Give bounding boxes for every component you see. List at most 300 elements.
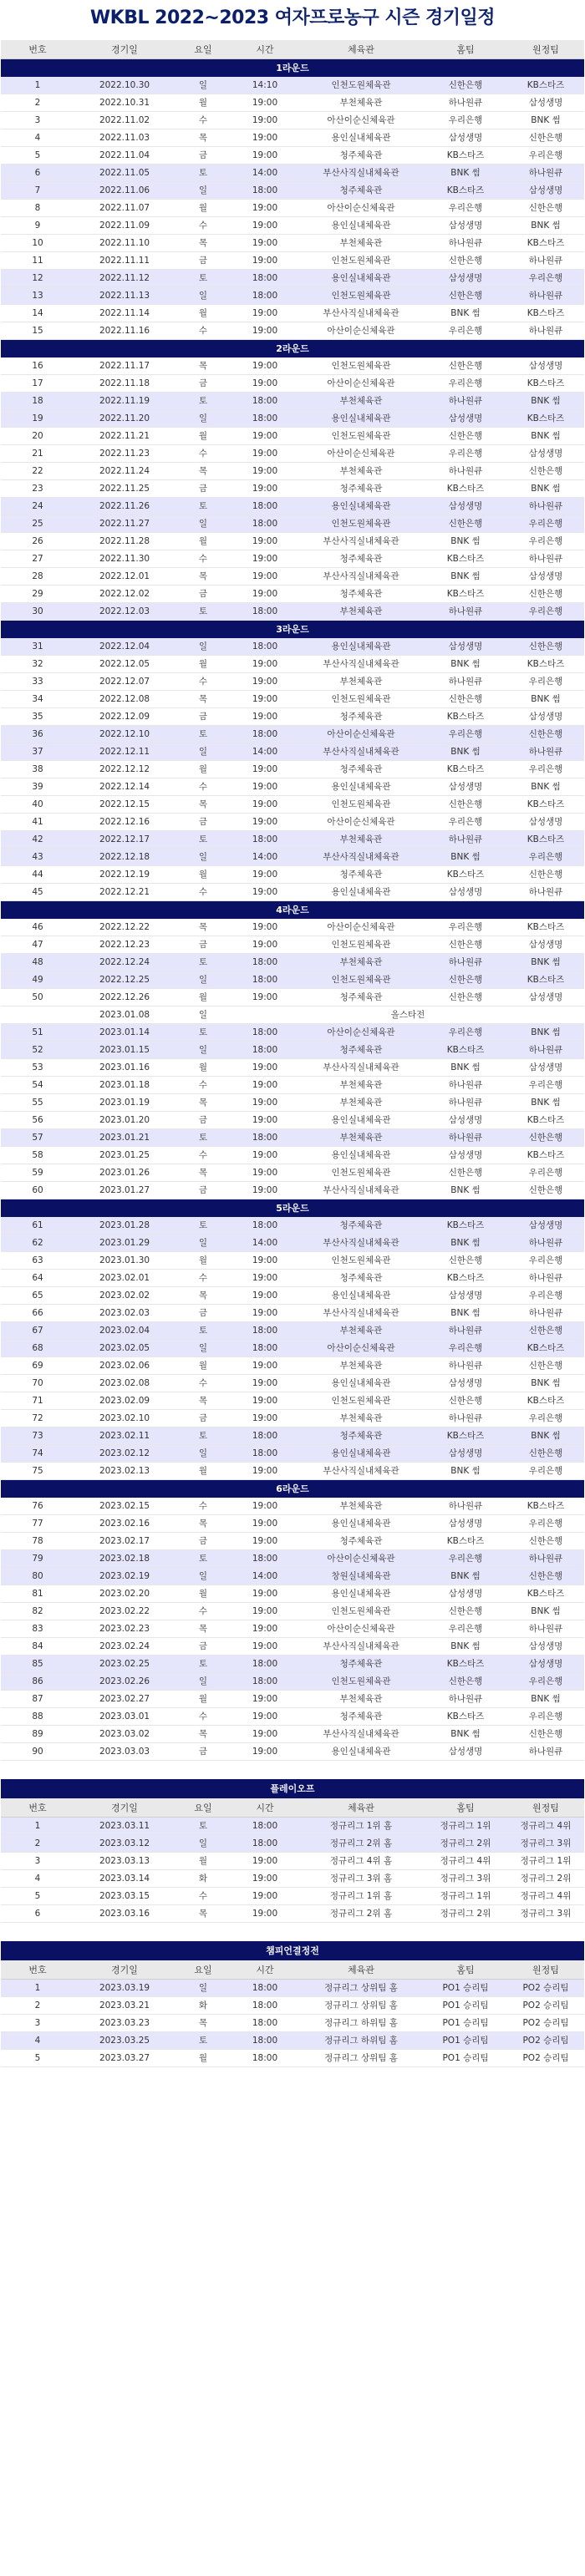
game-date: 2022.11.05 (99, 168, 150, 178)
table-row (1, 463, 584, 480)
game-date: 2023.02.11 (99, 1431, 150, 1441)
header-time: 시간 (256, 1803, 274, 1813)
game-number: 65 (32, 1291, 43, 1301)
away-team: BNK 썸 (531, 694, 561, 704)
table-row (1, 445, 584, 463)
game-date: 2023.01.26 (99, 1168, 150, 1178)
game-date: 2022.11.18 (99, 378, 150, 388)
game-venue: 아산이순신체육관 (327, 817, 395, 827)
table-row (1, 550, 584, 568)
game-time: 19:00 (252, 1150, 278, 1160)
table-row (1, 1888, 584, 1905)
home-team: 신한은행 (448, 694, 483, 704)
game-venue: 청주체육관 (339, 1273, 383, 1283)
game-date: 2023.01.18 (99, 1080, 150, 1090)
game-time: 19:00 (252, 466, 278, 476)
game-day: 화 (198, 2000, 208, 2011)
home-team: 우리은행 (448, 449, 483, 459)
game-venue: 정규리그 하위팀 홈 (324, 2018, 398, 2028)
game-venue: 용인실내체육관 (331, 782, 391, 792)
table-row (1, 831, 584, 849)
game-date: 2022.12.26 (99, 992, 150, 1002)
home-team: KB스타즈 (446, 1711, 485, 1722)
game-date: 2022.12.19 (99, 870, 150, 880)
away-team: 신한은행 (528, 203, 563, 213)
game-date: 2023.01.14 (99, 1027, 150, 1037)
away-team: PO2 승리팀 (522, 2053, 569, 2063)
game-number: 78 (32, 1536, 43, 1546)
table-row (1, 147, 584, 165)
home-team: KB스타즈 (446, 554, 485, 564)
away-team: BNK 썸 (531, 396, 561, 406)
game-date: 2023.03.25 (99, 2036, 150, 2046)
game-number: 76 (32, 1501, 43, 1511)
away-team: 우리은행 (528, 764, 563, 774)
table-row (1, 1305, 584, 1322)
game-number: 85 (32, 1659, 43, 1669)
game-time: 19:00 (252, 1641, 278, 1651)
game-venue: 부천체육관 (339, 1413, 383, 1423)
game-venue: 청주체육관 (339, 1536, 383, 1546)
home-team: 정규리그 4위 (440, 1856, 491, 1866)
table-row (1, 77, 584, 94)
game-time: 19:00 (252, 1711, 278, 1722)
home-team: BNK 썸 (450, 168, 481, 178)
table-row (1, 2050, 584, 2067)
game-number: 32 (32, 659, 43, 669)
home-team: 우리은행 (448, 378, 483, 388)
away-team: 우리은행 (528, 1413, 563, 1423)
table-header (1, 40, 584, 59)
game-venue: 부산사직실내체육관 (323, 1308, 399, 1318)
away-team: KB스타즈 (526, 922, 565, 932)
game-day: 토 (198, 273, 208, 283)
game-date: 2022.11.02 (99, 115, 150, 125)
away-team: 삼성생명 (528, 571, 563, 581)
game-time: 19:00 (252, 431, 278, 441)
home-team: 하나원큐 (448, 834, 483, 844)
game-date: 2022.12.11 (99, 747, 150, 757)
home-team: BNK 썸 (450, 1238, 481, 1248)
game-time: 19:00 (252, 1856, 278, 1866)
game-venue: 부산사직실내체육관 (323, 747, 399, 757)
game-day: 월 (198, 870, 208, 880)
game-time: 18:00 (252, 291, 278, 301)
game-number: 22 (32, 466, 43, 476)
home-team: BNK 썸 (450, 536, 481, 546)
game-date: 2023.02.18 (99, 1554, 150, 1564)
game-day: 목 (198, 466, 208, 476)
game-time: 19:00 (252, 1501, 278, 1511)
away-team: 우리은행 (528, 606, 563, 616)
game-date: 2022.12.04 (99, 641, 150, 652)
away-team: KB스타즈 (526, 1501, 565, 1511)
away-team: KB스타즈 (526, 378, 565, 388)
game-time: 19:00 (252, 1466, 278, 1476)
game-number: 75 (32, 1466, 43, 1476)
game-number: 71 (32, 1396, 43, 1406)
game-time: 19:00 (252, 1536, 278, 1546)
championship-table (1, 1941, 584, 2067)
round-header: 2라운드 (1, 340, 584, 357)
away-team: 삼성생명 (528, 185, 563, 195)
home-team: KB스타즈 (446, 1273, 485, 1283)
table-row (1, 2015, 584, 2032)
away-team: 우리은행 (528, 1291, 563, 1301)
away-team: KB스타즈 (526, 834, 565, 844)
home-team: 신한은행 (448, 992, 483, 1002)
table-row (1, 1673, 584, 1691)
game-time: 18:00 (252, 1045, 278, 1055)
away-team: PO2 승리팀 (522, 2018, 569, 2028)
game-venue: 용인실내체육관 (331, 1150, 391, 1160)
away-team: 하나원큐 (528, 747, 563, 757)
away-team: 우리은행 (528, 1080, 563, 1090)
table-row (1, 919, 584, 936)
game-date: 2023.02.20 (99, 1589, 150, 1599)
game-date: 2022.11.17 (99, 361, 150, 371)
game-date: 2023.02.16 (99, 1519, 150, 1529)
game-venue: 부산사직실내체육관 (323, 1641, 399, 1651)
game-day: 월 (198, 1255, 208, 1265)
game-time: 19:00 (252, 870, 278, 880)
game-number: 54 (32, 1080, 43, 1090)
game-number: 45 (32, 887, 43, 897)
game-day: 일 (198, 413, 208, 423)
table-row (1, 94, 584, 112)
game-day: 토 (198, 1431, 208, 1441)
game-day: 일 (198, 1571, 208, 1581)
table-row (1, 480, 584, 498)
game-time: 19:00 (252, 677, 278, 687)
game-day: 목 (198, 694, 208, 704)
table-row (1, 954, 584, 971)
game-date: 2023.02.17 (99, 1536, 150, 1546)
game-day: 수 (198, 1150, 208, 1160)
table-row (1, 1375, 584, 1392)
game-time: 19:00 (252, 308, 278, 318)
game-time: 19:00 (252, 992, 278, 1002)
header-time: 시간 (256, 44, 274, 55)
home-team: 삼성생명 (448, 133, 483, 143)
table-row (1, 1870, 584, 1888)
game-time: 19:00 (252, 361, 278, 371)
header-venue: 체육관 (348, 44, 374, 55)
game-day: 일 (198, 1838, 208, 1848)
home-team: KB스타즈 (446, 150, 485, 160)
away-team: 삼성생명 (528, 1641, 563, 1651)
game-venue: 인천도원체육관 (331, 694, 391, 704)
away-team: BNK 썸 (531, 957, 561, 967)
away-team: 하나원큐 (528, 1273, 563, 1283)
home-team: KB스타즈 (446, 185, 485, 195)
away-team: 우리은행 (528, 1676, 563, 1686)
game-time: 18:00 (252, 1326, 278, 1336)
table-row (1, 1112, 584, 1129)
away-team: PO2 승리팀 (522, 2000, 569, 2011)
away-team: 하나원큐 (528, 1624, 563, 1634)
home-team: 삼성생명 (448, 782, 483, 792)
game-number: 52 (32, 1045, 43, 1055)
game-venue: 부산사직실내체육관 (323, 1466, 399, 1476)
home-team: 삼성생명 (448, 1747, 483, 1757)
away-team: BNK 썸 (531, 431, 561, 441)
game-venue: 아산이순신체육관 (327, 1343, 395, 1353)
table-row (1, 1638, 584, 1656)
game-venue: 용인실내체육관 (331, 221, 391, 231)
away-team: KB스타즈 (526, 1150, 565, 1160)
game-number: 26 (32, 536, 43, 546)
home-team: BNK 썸 (450, 1466, 481, 1476)
game-date: 2022.11.20 (99, 413, 150, 423)
game-number: 83 (32, 1624, 43, 1634)
table-row (1, 1252, 584, 1270)
home-team: 하나원큐 (448, 238, 483, 248)
away-team: 하나원큐 (528, 326, 563, 336)
game-number: 60 (32, 1185, 43, 1195)
game-number: 87 (32, 1694, 43, 1704)
championship-title: 챔피언결정전 (1, 1941, 584, 1960)
game-venue: 인천도원체육관 (331, 361, 391, 371)
game-date: 2022.12.25 (99, 975, 150, 985)
game-time: 19:00 (252, 221, 278, 231)
game-number: 13 (32, 291, 43, 301)
game-time: 19:00 (252, 1185, 278, 1195)
game-date: 2022.10.30 (99, 80, 150, 90)
game-number: 11 (32, 256, 43, 266)
game-number: 38 (32, 764, 43, 774)
away-team: BNK 썸 (531, 1098, 561, 1108)
home-team: 삼성생명 (448, 1448, 483, 1458)
away-team: PO2 승리팀 (522, 2036, 569, 2046)
away-team: 삼성생명 (528, 1659, 563, 1669)
away-team: 정규리그 3위 (520, 1909, 572, 1919)
away-team: 삼성생명 (528, 98, 563, 108)
game-date: 2022.11.13 (99, 291, 150, 301)
table-row (1, 1743, 584, 1761)
home-team: BNK 썸 (450, 308, 481, 318)
game-day: 수 (198, 887, 208, 897)
game-time: 19:00 (252, 133, 278, 143)
game-venue: 정규리그 2위 홈 (329, 1838, 393, 1848)
game-venue: 인천도원체육관 (331, 940, 391, 950)
game-date: 2022.12.24 (99, 957, 150, 967)
away-team: KB스타즈 (526, 1589, 565, 1599)
table-row (1, 2032, 584, 2050)
game-day: 월 (198, 659, 208, 669)
header-date: 경기일 (111, 1965, 138, 1975)
game-day: 목 (198, 1624, 208, 1634)
home-team: 하나원큐 (448, 677, 483, 687)
game-venue: 청주체육관 (339, 992, 383, 1002)
game-day: 토 (198, 1027, 208, 1037)
allstar-label: 올스타전 (390, 1010, 425, 1020)
home-team: KB스타즈 (446, 764, 485, 774)
home-team: PO1 승리팀 (442, 2018, 489, 2028)
away-team: 신한은행 (528, 1326, 563, 1336)
game-day: 목 (198, 2018, 208, 2028)
home-team: 신한은행 (448, 799, 483, 809)
game-number: 43 (32, 852, 43, 862)
game-venue: 정규리그 3위 홈 (329, 1874, 393, 1884)
away-team: KB스타즈 (526, 80, 565, 90)
game-number: 37 (32, 747, 43, 757)
round-header: 4라운드 (1, 901, 584, 919)
game-venue: 아산이순신체육관 (327, 922, 395, 932)
header-date: 경기일 (111, 44, 138, 55)
game-date: 2023.01.16 (99, 1062, 150, 1072)
game-time: 19:00 (252, 1255, 278, 1265)
table-row (1, 1217, 584, 1235)
game-venue: 부천체육관 (339, 1133, 383, 1143)
game-day: 목 (198, 361, 208, 371)
game-venue: 청주체육관 (339, 1711, 383, 1722)
game-number: 23 (32, 484, 43, 494)
header-away: 원정팀 (532, 44, 559, 55)
home-team: 신한은행 (448, 80, 483, 90)
game-date: 2023.01.19 (99, 1098, 150, 1108)
game-day: 월 (198, 764, 208, 774)
game-day: 월 (198, 98, 208, 108)
game-number: 58 (32, 1150, 43, 1160)
table-row (1, 1656, 584, 1673)
game-time: 19:00 (252, 1062, 278, 1072)
game-venue: 부천체육관 (339, 1326, 383, 1336)
game-time: 18:00 (252, 1431, 278, 1441)
game-number: 42 (32, 834, 43, 844)
table-row (1, 200, 584, 217)
game-venue: 정규리그 1위 홈 (329, 1821, 393, 1831)
away-team: 신한은행 (528, 1133, 563, 1143)
away-team: 우리은행 (528, 1466, 563, 1476)
game-number: 2 (34, 98, 41, 108)
game-time: 19:00 (252, 1729, 278, 1739)
game-date: 2022.11.09 (99, 221, 150, 231)
game-date: 2023.03.15 (99, 1891, 150, 1901)
home-team: BNK 썸 (450, 1641, 481, 1651)
table-header (1, 1960, 584, 1980)
game-time: 18:00 (252, 2053, 278, 2063)
game-day: 수 (198, 221, 208, 231)
away-team: 하나원큐 (528, 1747, 563, 1757)
table-row (1, 1077, 584, 1094)
game-number: 21 (32, 449, 43, 459)
away-team: KB스타즈 (526, 238, 565, 248)
game-time: 19:00 (252, 1694, 278, 1704)
game-date: 2023.01.15 (99, 1045, 150, 1055)
away-team: 하나원큐 (528, 256, 563, 266)
header-day: 요일 (194, 1803, 212, 1813)
game-time: 18:00 (252, 1821, 278, 1831)
away-team: 신한은행 (528, 1185, 563, 1195)
game-venue: 용인실내체육관 (331, 1589, 391, 1599)
game-venue: 인천도원체육관 (331, 80, 391, 90)
game-venue: 청주체육관 (339, 1220, 383, 1230)
home-team: 하나원큐 (448, 1694, 483, 1704)
game-venue: 청주체육관 (339, 764, 383, 774)
game-number: 41 (32, 817, 43, 827)
game-day: 목 (198, 1098, 208, 1108)
away-team: 삼성생명 (528, 1062, 563, 1072)
game-day: 일 (198, 852, 208, 862)
game-number: 86 (32, 1676, 43, 1686)
table-row (1, 1691, 584, 1708)
home-team: 정규리그 3위 (440, 1874, 491, 1884)
table-row (1, 586, 584, 603)
table-row (1, 1287, 584, 1305)
game-number: 5 (34, 150, 41, 160)
game-venue: 인천도원체육관 (331, 975, 391, 985)
away-team: 하나원큐 (528, 554, 563, 564)
home-team: KB스타즈 (446, 1045, 485, 1055)
away-team: 하나원큐 (528, 168, 563, 178)
game-venue: 부천체육관 (339, 1361, 383, 1371)
table-row (1, 1392, 584, 1410)
home-team: 우리은행 (448, 115, 483, 125)
game-venue: 부천체육관 (339, 466, 383, 476)
table-row (1, 428, 584, 445)
round-header: 1라운드 (1, 59, 584, 77)
game-day: 목 (198, 922, 208, 932)
game-date: 2022.11.27 (99, 519, 150, 529)
game-day: 일 (198, 1010, 208, 1020)
away-team: 우리은행 (528, 519, 563, 529)
game-date: 2023.02.03 (99, 1308, 150, 1318)
table-row (1, 182, 584, 200)
home-team: 삼성생명 (448, 273, 483, 283)
game-day: 수 (198, 449, 208, 459)
game-venue: 용인실내체육관 (331, 273, 391, 283)
table-row (1, 252, 584, 270)
header-day: 요일 (194, 44, 212, 55)
game-time: 19:00 (252, 1291, 278, 1301)
game-date: 2023.03.01 (99, 1711, 150, 1722)
game-venue: 인천도원체육관 (331, 291, 391, 301)
table-row (1, 1059, 584, 1077)
game-day: 토 (198, 1821, 208, 1831)
home-team: 신한은행 (448, 1606, 483, 1616)
game-number: 4 (34, 133, 41, 143)
away-team: 하나원큐 (528, 1554, 563, 1564)
game-day: 목 (198, 1168, 208, 1178)
game-day: 금 (198, 1747, 208, 1757)
game-time: 18:00 (252, 606, 278, 616)
home-team: KB스타즈 (446, 870, 485, 880)
game-number: 63 (32, 1255, 43, 1265)
game-venue: 용인실내체육관 (331, 1378, 391, 1388)
game-date: 2023.02.25 (99, 1659, 150, 1669)
game-number (1, 1007, 74, 1023)
home-team: 우리은행 (448, 1554, 483, 1564)
game-venue: 창원실내체육관 (331, 1571, 391, 1581)
home-team: 하나원큐 (448, 1413, 483, 1423)
table-header (1, 1798, 584, 1818)
table-row (1, 866, 584, 884)
game-date: 2022.12.01 (99, 571, 150, 581)
game-number: 12 (32, 273, 43, 283)
game-number: 80 (32, 1571, 43, 1581)
game-day: 월 (198, 308, 208, 318)
home-team: 우리은행 (448, 1624, 483, 1634)
game-venue: 청주체육관 (339, 1431, 383, 1441)
away-team: 하나원큐 (528, 1045, 563, 1055)
home-team: 신한은행 (448, 519, 483, 529)
game-date: 2023.01.08 (99, 1010, 150, 1020)
game-date: 2023.02.26 (99, 1676, 150, 1686)
home-team: BNK 썸 (450, 852, 481, 862)
home-team: 정규리그 1위 (440, 1891, 491, 1901)
game-day: 토 (198, 834, 208, 844)
